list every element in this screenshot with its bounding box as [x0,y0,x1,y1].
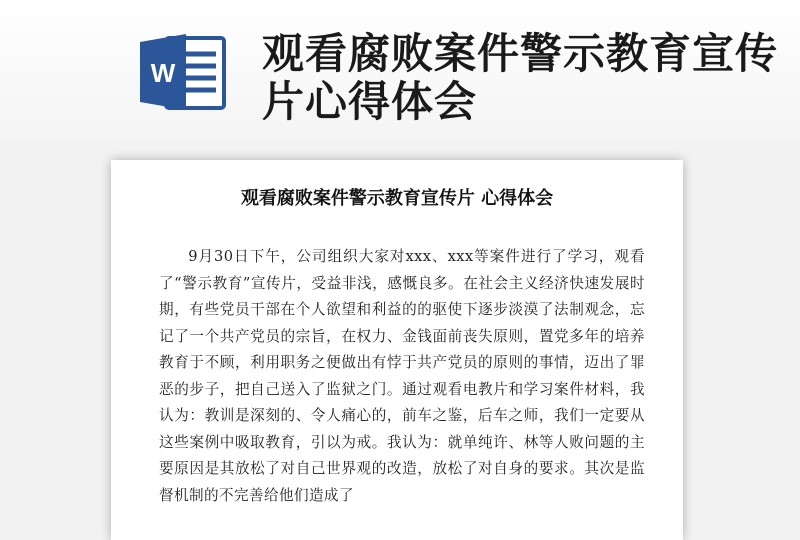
document-page [111,160,683,540]
banner-title: 观看腐败案件警示教育宣传片心得体会 [262,29,779,126]
word-icon-letter: W [150,58,176,88]
banner-header [0,0,800,140]
word-document-icon [136,32,228,112]
document-title: 观看腐败案件警示教育宣传片 心得体会 [240,188,554,209]
document-body: 9月30日下午，公司组织大家对xxx、xxx等案件进行了学习，观看了“警示教育”宣传片，受益非浅，感慨良多。在社会主义经济快速发展时期，有些党员干部在个人欲望和利益的的驱使下逐步淡漠了法制观念，忘记了一个共产党员的宗旨，在权力、金钱面前丧失原则，置党多年的培养教育于不顾，利用职务之便做出有悖于共产党员的原则的事情，迈出了罪恶的步子，把自己送入了监狱之门。通过观看电教片和学习案件材料，我认为：教训是深刻的、令人痛心的，前车之鉴，后车之师，我们一定要从这些案例中吸取教育，引以为戒。我认为：就单纯许、林等人败问题的主要原因是其放松了对自己世界观的改造，放松了对自身的要求。其次是监督机制的不完善给他们造成了 [159,248,645,504]
